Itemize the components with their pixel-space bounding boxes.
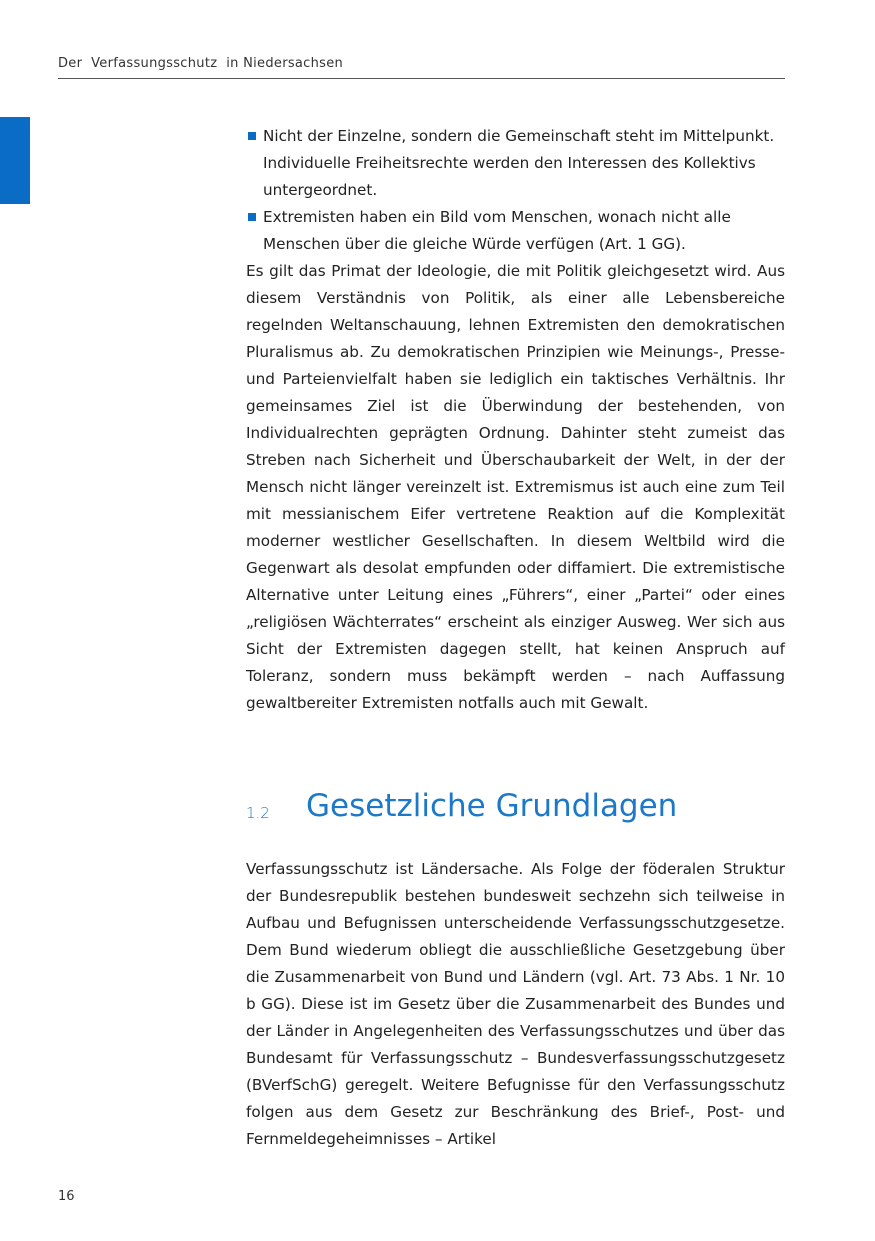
bullet-text: Nicht der Einzelne, sondern die Gemeinschaft steht im Mittelpunkt. Individuelle Freiheitsrechte werden den Interessen des Kollektivs untergeordnet. [263, 127, 775, 199]
body-paragraph: Es gilt das Primat der Ideologie, die mit Politik gleichgesetzt wird. Aus diesem Verständnis von Politik, als einer alle Lebensbereiche regelnden Weltanschauung, lehnen Extremisten den demokratischen Pluralismus ab. Zu demokratischen Prinzipien wie Meinungs-, Presse- und Parteienvielfalt haben sie lediglich ein taktisches Verhältnis. Ihr gemeinsames Ziel ist die Überwindung der bestehenden, von Individualrechten geprägten Ordnung. Dahinter steht zumeist das Streben nach Sicherheit und Überschaubarkeit der Welt, in der der Mensch nicht länger vereinzelt ist. Extremismus ist auch eine zum Teil mit messianischem Eifer vertretene Reaktion auf die Komplexität moderner westlicher Gesellschaften. In diesem Weltbild wird die Gegenwart als desolat empfunden oder diffamiert. Die extremistische Alternative unter Leitung eines „Führers“, einer „Partei“ oder eines „religiösen Wächterrates“ erscheint als einziger Ausweg. Wer sich aus Sicht der Extremisten dagegen stellt, hat keinen Anspruch auf Toleranz, sondern muss bekämpft werden – nach Auffassung gewaltbereiter Extremisten notfalls auch mit Gewalt. [246, 262, 785, 712]
running-header-title: Der Verfassungsschutz in Niedersachsen [58, 56, 344, 71]
chapter-color-tab [0, 117, 30, 204]
section-title: Gesetzliche Grundlagen [306, 788, 678, 824]
bullet-text: Extremisten haben ein Bild vom Menschen, wonach nicht alle Menschen über die gleiche Würde verfügen (Art. 1 GG). [263, 208, 731, 253]
list-item [246, 204, 785, 258]
page-number: 16 [58, 1189, 75, 1204]
section-number: 1.2 [246, 804, 270, 822]
header-divider [58, 78, 785, 79]
body-paragraph: Verfassungsschutz ist Ländersache. Als Folge der föderalen Struktur der Bundesrepublik bestehen bundesweit sechzehn sich teilweise in Aufbau und Befugnissen unterscheidende Verfassungsschutzgesetze. Dem Bund wiederum obliegt die ausschließliche Gesetzgebung über die Zusammenarbeit von Bund und Ländern (vgl. Art. 73 Abs. 1 Nr. 10 b GG). Diese ist im Gesetz über die Zusammenarbeit des Bundes und der Länder in Angelegenheiten des Verfassungsschutzes und über das Bundesamt für Verfassungsschutz – Bundesverfassungsschutzgesetz (BVerfSchG) geregelt. Weitere Befugnisse für den Verfassungsschutz folgen aus dem Gesetz zur Beschränkung des Brief-, Post- und Fernmeldegeheimnisses – Artikel [246, 860, 785, 1148]
list-item [246, 123, 785, 204]
square-bullet-icon [248, 213, 256, 221]
main-text-block [246, 123, 785, 717]
section-heading [246, 785, 785, 835]
section-text-block [246, 856, 785, 1153]
square-bullet-icon [248, 132, 256, 140]
bullet-list [246, 123, 785, 258]
